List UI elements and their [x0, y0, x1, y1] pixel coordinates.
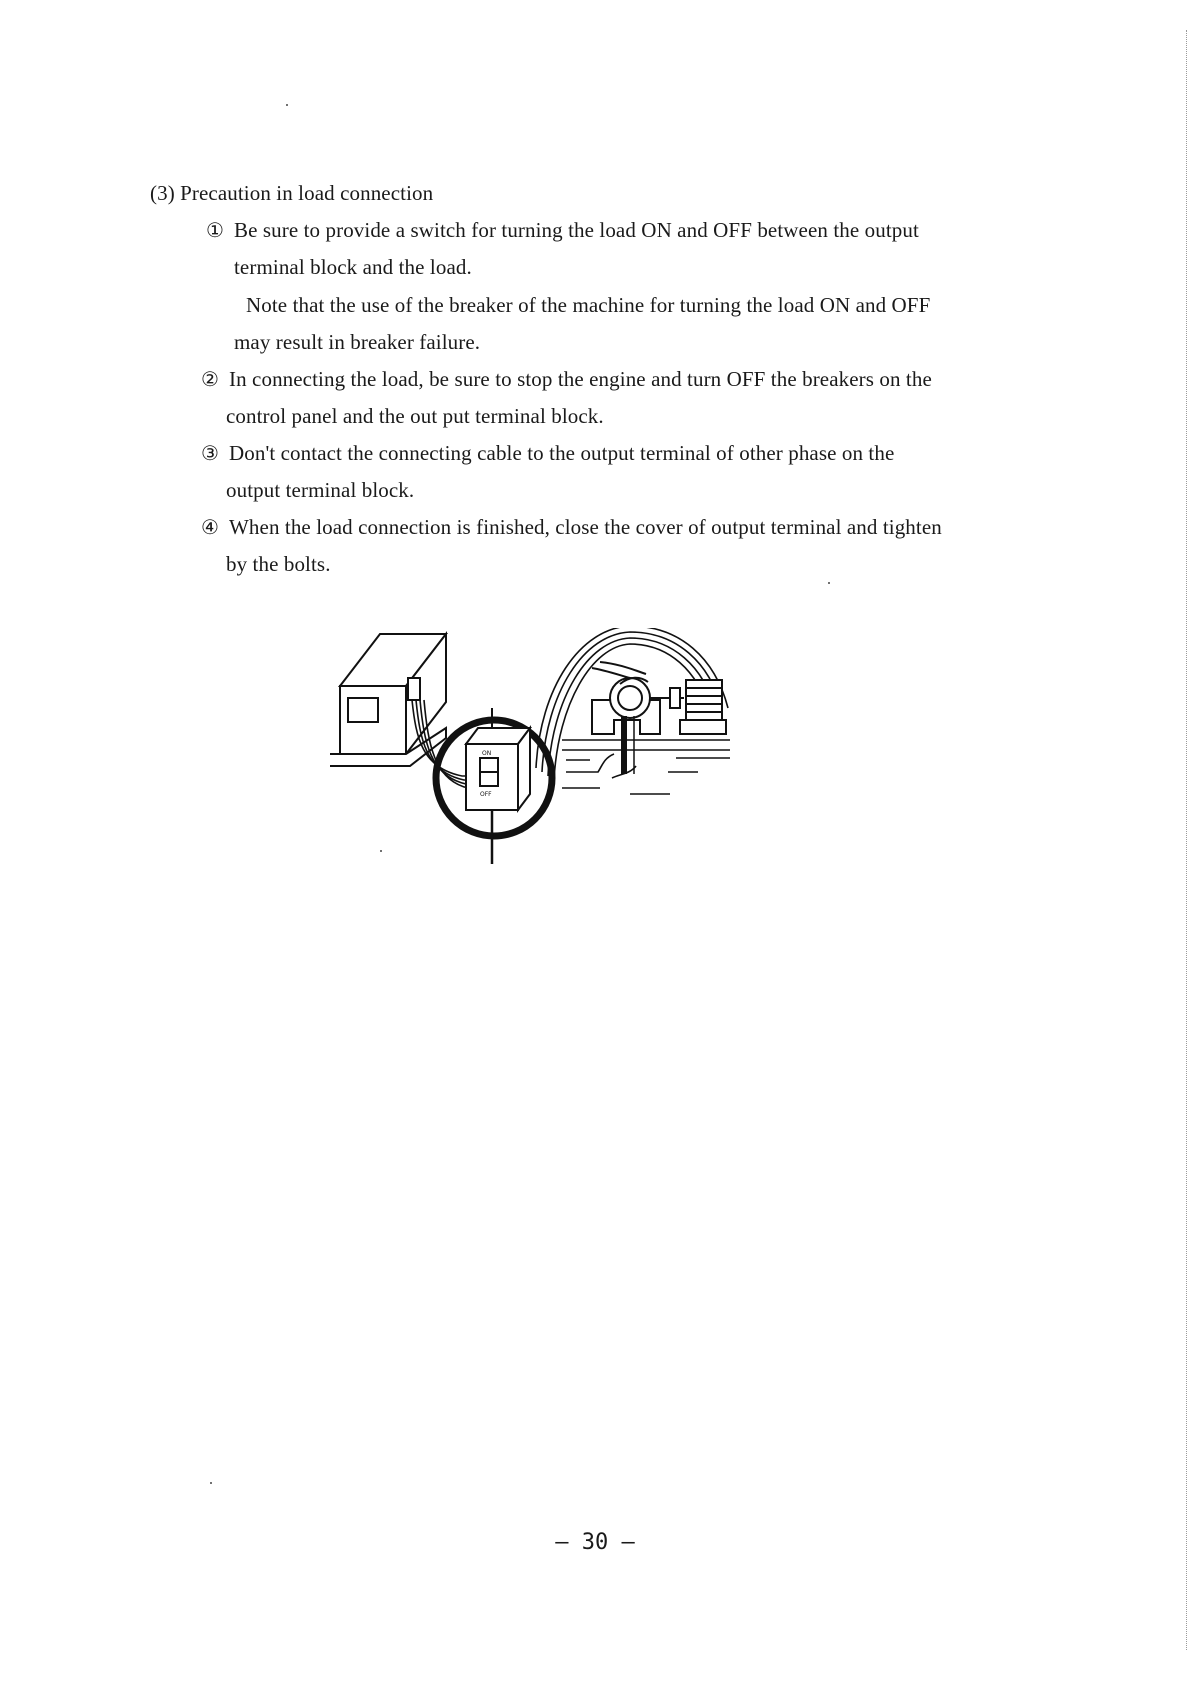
switch-box-icon — [466, 728, 530, 810]
item-text-line: by the bolts. — [226, 552, 331, 576]
cable-icon — [412, 700, 472, 788]
scan-speck — [828, 582, 830, 584]
scan-edge-divider — [1186, 30, 1188, 1650]
switch-on-label: ON — [482, 750, 492, 757]
item-text-line: When the load connection is finished, close the cover of output terminal and tighten — [229, 515, 942, 539]
item-number: ① — [206, 220, 225, 242]
item-text-line: output terminal block. — [226, 478, 415, 502]
note-text-line: Note that the use of the breaker of the machine for turning the load ON and OFF — [246, 293, 931, 317]
list-item-2 — [201, 364, 932, 395]
switch-off-label: OFF — [480, 791, 492, 798]
list-item-3 — [201, 438, 894, 469]
item-number: ② — [201, 369, 220, 391]
item-number: ③ — [201, 443, 220, 465]
scan-speck — [286, 104, 288, 106]
scan-speck — [380, 850, 382, 852]
item-number: ④ — [201, 517, 220, 539]
scan-speck — [210, 1482, 212, 1484]
item-text-line: In connecting the load, be sure to stop the engine and turn OFF the breakers on the — [229, 367, 932, 391]
item-text-line: terminal block and the load. — [234, 255, 472, 279]
item-text-line: Don't contact the connecting cable to the output terminal of other phase on the — [229, 441, 895, 465]
item-text-line: control panel and the out put terminal block. — [226, 404, 604, 428]
list-item-1 — [206, 215, 919, 246]
water-surface — [562, 740, 730, 794]
load-connection-illustration — [330, 628, 800, 938]
list-item-4 — [201, 512, 942, 543]
note-text-line: may result in breaker failure. — [234, 330, 481, 354]
item-text-line: Be sure to provide a switch for turning the load ON and OFF between the output — [234, 218, 919, 242]
section-heading: (3) Precaution in load connection — [150, 181, 434, 205]
page-number: – 30 – — [555, 1530, 635, 1555]
